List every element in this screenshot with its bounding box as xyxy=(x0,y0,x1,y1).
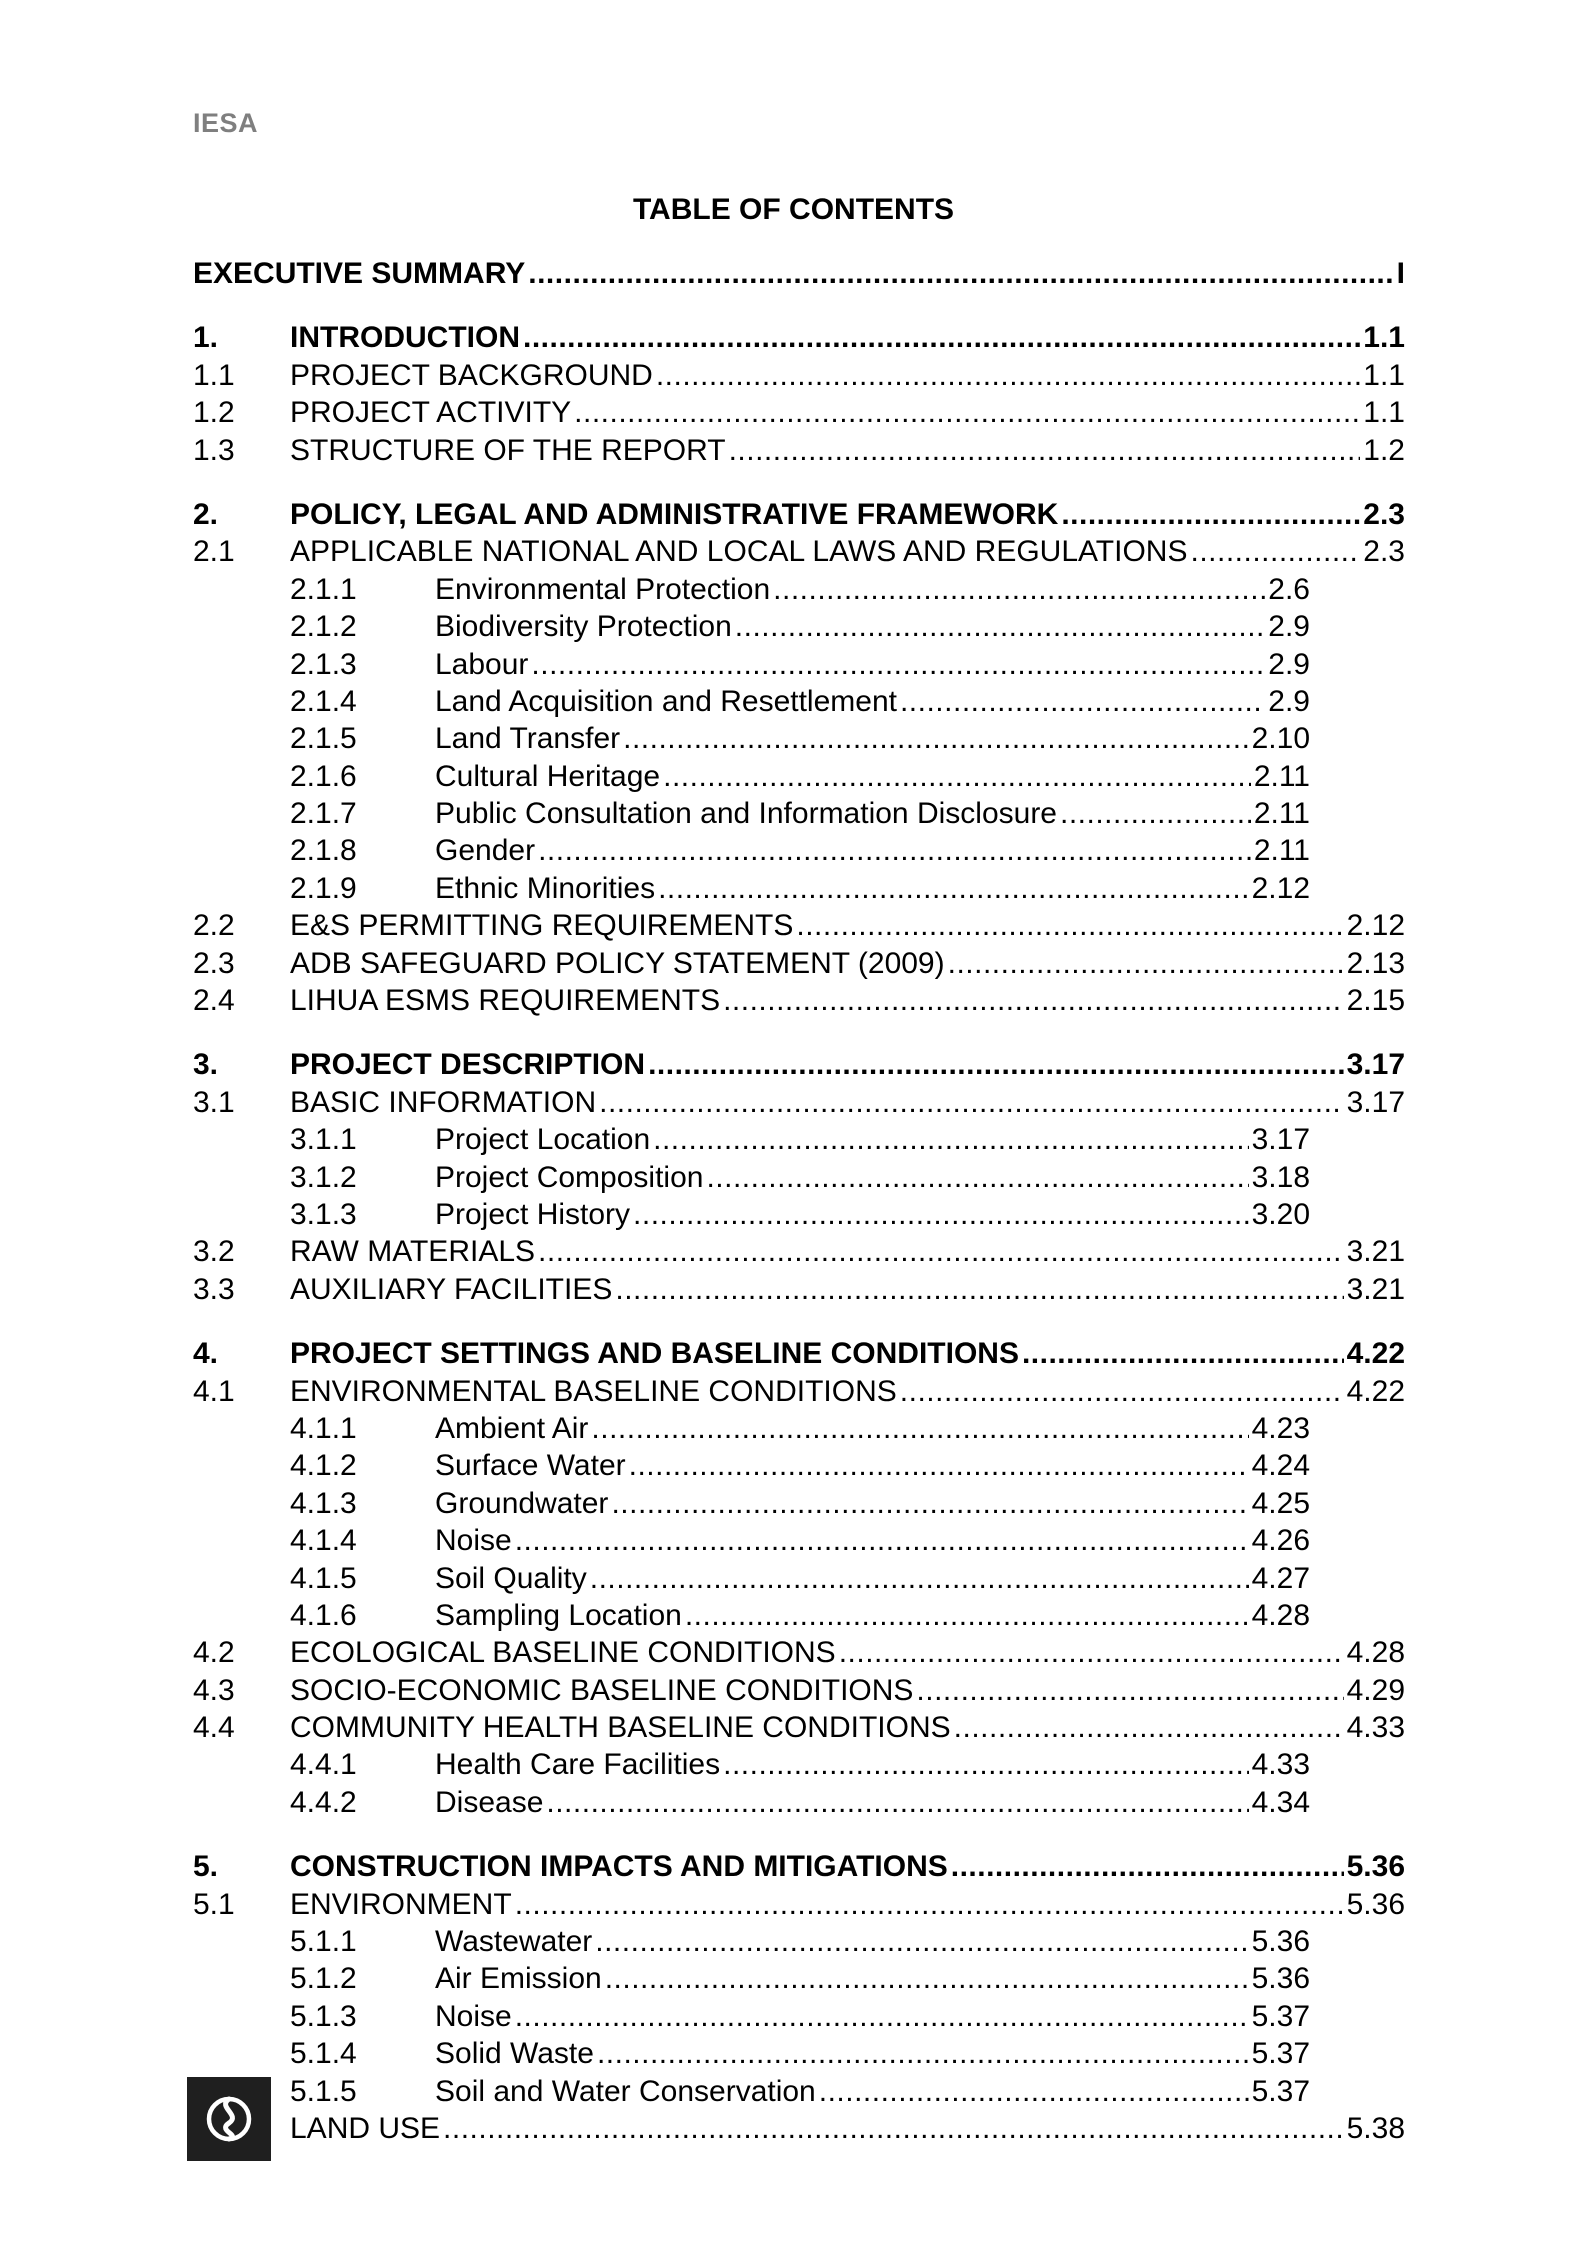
toc-subentry[interactable] xyxy=(193,1923,1310,1960)
toc-page-number: 5.37 xyxy=(1251,2037,1310,2071)
toc-subentry[interactable] xyxy=(193,1447,1310,1484)
dot-leader xyxy=(685,1597,1249,1634)
dot-leader xyxy=(916,1672,1343,1709)
toc-entry[interactable] xyxy=(193,907,1405,944)
toc-subentry[interactable] xyxy=(193,870,1310,907)
toc-subentry[interactable] xyxy=(193,571,1310,608)
toc-number: 2.3 xyxy=(193,946,235,980)
toc-page-number: 1.1 xyxy=(1363,358,1405,392)
toc-title: ADB SAFEGUARD POLICY STATEMENT (2009) xyxy=(290,946,945,980)
toc-page-number: 3.20 xyxy=(1251,1197,1310,1231)
dot-leader xyxy=(900,1373,1344,1410)
toc-title: AUXILIARY FACILITIES xyxy=(290,1272,613,1306)
toc-page-number: 2.9 xyxy=(1268,684,1310,718)
toc-page-number: 4.24 xyxy=(1251,1449,1310,1483)
toc-page-number: 5.37 xyxy=(1251,1999,1310,2033)
dot-leader xyxy=(735,608,1265,645)
toc-page-number: 3.21 xyxy=(1346,1272,1405,1306)
toc-title: CONSTRUCTION IMPACTS AND MITIGATIONS xyxy=(290,1850,948,1884)
toc-title: Health Care Facilities xyxy=(435,1748,721,1782)
toc-title: Air Emission xyxy=(435,1962,602,1996)
toc-number: 3. xyxy=(193,1048,219,1082)
toc-subentry[interactable] xyxy=(193,758,1310,795)
toc-title: Labour xyxy=(435,647,529,681)
toc-subentry[interactable] xyxy=(193,1196,1310,1233)
toc-page-number: 3.17 xyxy=(1251,1123,1310,1157)
dot-leader xyxy=(796,907,1343,944)
dot-leader xyxy=(951,1848,1344,1885)
toc-number: 5.1.4 xyxy=(290,2037,357,2071)
toc-number: 4.1.4 xyxy=(290,1524,357,1558)
toc-page-number: 1.1 xyxy=(1363,321,1405,355)
toc-title: Ambient Air xyxy=(435,1411,589,1445)
toc-number: 4.1.3 xyxy=(290,1486,357,1520)
toc-title: Soil Quality xyxy=(435,1561,587,1595)
toc-number: 2.1.9 xyxy=(290,871,357,905)
toc-entry[interactable] xyxy=(193,432,1405,469)
toc-number: 1.1 xyxy=(193,358,235,392)
toc-page-number: 2.12 xyxy=(1346,909,1405,943)
toc-title: ENVIRONMENTAL BASELINE CONDITIONS xyxy=(290,1374,897,1408)
dot-leader xyxy=(531,646,1265,683)
toc-page-number: 4.28 xyxy=(1251,1598,1310,1632)
dot-leader xyxy=(615,1271,1343,1308)
toc-title: LAND USE xyxy=(290,2111,441,2145)
toc-title: PROJECT BACKGROUND xyxy=(290,358,653,392)
toc-subentry[interactable] xyxy=(193,646,1310,683)
table-of-contents xyxy=(193,255,1405,2147)
dot-leader xyxy=(523,319,1360,356)
dot-leader xyxy=(590,1560,1249,1597)
toc-page-number: 5.36 xyxy=(1251,1925,1310,1959)
dot-leader xyxy=(528,255,1393,292)
toc-title: Noise xyxy=(435,1524,512,1558)
toc-number: 2.1.7 xyxy=(290,797,357,831)
toc-page-number: 2.10 xyxy=(1251,722,1310,756)
toc-subentry[interactable] xyxy=(193,1485,1310,1522)
toc-page-number: 2.15 xyxy=(1346,984,1405,1018)
dot-leader xyxy=(633,1196,1249,1233)
dot-leader xyxy=(515,1522,1249,1559)
toc-page-number: 4.33 xyxy=(1346,1711,1405,1745)
dot-leader xyxy=(515,1998,1249,2035)
dot-leader xyxy=(574,394,1360,431)
toc-title: Solid Waste xyxy=(435,2037,594,2071)
dot-leader xyxy=(629,1447,1249,1484)
toc-title: Land Transfer xyxy=(435,722,621,756)
dot-leader xyxy=(599,1084,1343,1121)
toc-title: Groundwater xyxy=(435,1486,609,1520)
dot-leader xyxy=(1061,496,1360,533)
dot-leader xyxy=(1190,533,1360,570)
dot-leader xyxy=(595,1923,1248,1960)
toc-subentry[interactable] xyxy=(193,1121,1310,1158)
toc-number: 2.1 xyxy=(193,535,235,569)
toc-title: Project History xyxy=(435,1197,631,1231)
toc-page-number: I xyxy=(1396,257,1405,290)
toc-subentry[interactable] xyxy=(193,1560,1310,1597)
toc-number: 4.1.2 xyxy=(290,1449,357,1483)
toc-subentry[interactable] xyxy=(193,1597,1310,1634)
dot-leader xyxy=(515,1886,1344,1923)
document-header: IESA xyxy=(193,108,259,138)
toc-title: ENVIRONMENT xyxy=(290,1887,512,1921)
toc-number: 4.4.1 xyxy=(290,1748,357,1782)
toc-number: 5.1 xyxy=(193,1887,235,1921)
toc-page-number: 2.9 xyxy=(1268,610,1310,644)
toc-page-number: 1.2 xyxy=(1363,433,1405,467)
dot-leader xyxy=(729,432,1361,469)
toc-title: Disease xyxy=(435,1785,544,1819)
toc-number: 3.1.2 xyxy=(290,1160,357,1194)
toc-number: 2.1.4 xyxy=(290,684,357,718)
toc-page-number: 2.3 xyxy=(1363,535,1405,569)
toc-heading[interactable] xyxy=(193,1046,1405,1083)
dot-leader xyxy=(773,571,1265,608)
toc-entry[interactable] xyxy=(193,2110,1405,2147)
toc-subentry[interactable] xyxy=(193,720,1310,757)
toc-subentry[interactable] xyxy=(193,1410,1310,1447)
toc-page-number: 4.22 xyxy=(1346,1337,1405,1371)
toc-title: Noise xyxy=(435,1999,512,2033)
dot-leader xyxy=(546,1784,1248,1821)
toc-subentry[interactable] xyxy=(193,2073,1310,2110)
dot-leader xyxy=(653,1121,1248,1158)
toc-subentry[interactable] xyxy=(193,795,1310,832)
toc-title: COMMUNITY HEALTH BASELINE CONDITIONS xyxy=(290,1711,951,1745)
toc-title: EXECUTIVE SUMMARY xyxy=(193,257,526,290)
toc-entry[interactable] xyxy=(193,1886,1405,1923)
toc-title: Wastewater xyxy=(435,1925,593,1959)
toc-number: 1. xyxy=(193,321,219,355)
toc-subentry[interactable] xyxy=(193,1159,1310,1196)
toc-page-number: 2.12 xyxy=(1251,871,1310,905)
toc-number: 2.4 xyxy=(193,984,235,1018)
page-title: TABLE OF CONTENTS xyxy=(632,193,955,226)
toc-subentry[interactable] xyxy=(193,1784,1310,1821)
toc-number: 4.4.2 xyxy=(290,1785,357,1819)
toc-title: E&S PERMITTING REQUIREMENTS xyxy=(290,909,794,943)
dot-leader xyxy=(1060,795,1251,832)
toc-page-number: 5.36 xyxy=(1346,1887,1405,1921)
dot-leader xyxy=(611,1485,1248,1522)
toc-number: 3.3 xyxy=(193,1272,235,1306)
toc-subentry[interactable] xyxy=(193,1998,1310,2035)
toc-title: LIHUA ESMS REQUIREMENTS xyxy=(290,984,721,1018)
toc-entry[interactable] xyxy=(193,394,1405,431)
dot-leader xyxy=(1022,1335,1344,1372)
toc-title: RAW MATERIALS xyxy=(290,1235,536,1269)
toc-title: PROJECT SETTINGS AND BASELINE CONDITIONS xyxy=(290,1337,1019,1371)
toc-number: 5.1.2 xyxy=(290,1962,357,1996)
toc-page-number: 4.28 xyxy=(1346,1636,1405,1670)
toc-subentry[interactable] xyxy=(193,832,1310,869)
dot-leader xyxy=(706,1159,1248,1196)
toc-page-number: 2.6 xyxy=(1268,572,1310,606)
toc-page-number: 1.1 xyxy=(1363,396,1405,430)
toc-number: 2.1.1 xyxy=(290,572,357,606)
dot-leader xyxy=(948,945,1344,982)
toc-entry[interactable] xyxy=(193,982,1405,1019)
dot-leader xyxy=(597,2035,1249,2072)
toc-number: 1.3 xyxy=(193,433,235,467)
dot-leader xyxy=(656,357,1360,394)
toc-page-number: 2.11 xyxy=(1253,759,1310,793)
dot-leader xyxy=(723,982,1344,1019)
dot-leader xyxy=(623,720,1248,757)
company-logo xyxy=(187,2077,271,2161)
toc-number: 3.1 xyxy=(193,1085,235,1119)
toc-heading[interactable] xyxy=(193,319,1405,356)
toc-page-number: 2.11 xyxy=(1253,797,1310,831)
toc-number: 2.1.5 xyxy=(290,722,357,756)
toc-entry[interactable] xyxy=(193,1634,1405,1671)
toc-page-number: 5.36 xyxy=(1251,1962,1310,1996)
toc-number: 1.2 xyxy=(193,396,235,430)
toc-page-number: 5.37 xyxy=(1251,2074,1310,2108)
toc-title: BASIC INFORMATION xyxy=(290,1085,597,1119)
toc-number: 4.3 xyxy=(193,1673,235,1707)
toc-title: STRUCTURE OF THE REPORT xyxy=(290,433,726,467)
toc-title: Project Location xyxy=(435,1123,651,1157)
toc-title: Biodiversity Protection xyxy=(435,610,732,644)
dot-leader xyxy=(538,832,1251,869)
toc-number: 2.1.6 xyxy=(290,759,357,793)
toc-number: 4. xyxy=(193,1337,219,1371)
toc-number: 2.2 xyxy=(193,909,235,943)
dot-leader xyxy=(819,2073,1249,2110)
toc-heading[interactable] xyxy=(193,255,1405,292)
toc-title: INTRODUCTION xyxy=(290,321,520,355)
toc-number: 3.2 xyxy=(193,1235,235,1269)
toc-number: 3.1.1 xyxy=(290,1123,357,1157)
toc-number: 5.1.3 xyxy=(290,1999,357,2033)
toc-entry[interactable] xyxy=(193,1271,1405,1308)
dot-leader xyxy=(648,1046,1344,1083)
toc-heading[interactable] xyxy=(193,1335,1405,1372)
toc-page-number: 3.18 xyxy=(1251,1160,1310,1194)
dot-leader xyxy=(900,683,1265,720)
toc-number: 5.1.5 xyxy=(290,2074,357,2108)
toc-page-number: 4.26 xyxy=(1251,1524,1310,1558)
dot-leader xyxy=(591,1410,1248,1447)
dot-leader xyxy=(443,2110,1344,2147)
toc-title: Sampling Location xyxy=(435,1598,682,1632)
toc-subentry[interactable] xyxy=(193,1746,1310,1783)
toc-number: 2.1.2 xyxy=(290,610,357,644)
toc-number: 4.4 xyxy=(193,1711,235,1745)
toc-number: 2. xyxy=(193,497,219,531)
toc-subentry[interactable] xyxy=(193,683,1310,720)
toc-number: 5. xyxy=(193,1850,219,1884)
toc-page-number: 4.22 xyxy=(1346,1374,1405,1408)
toc-entry[interactable] xyxy=(193,945,1405,982)
swirl-logo-icon xyxy=(187,2077,271,2161)
toc-title: Public Consultation and Information Disclosure xyxy=(435,797,1057,831)
toc-title: Ethnic Minorities xyxy=(435,871,656,905)
toc-subentry[interactable] xyxy=(193,2035,1310,2072)
toc-number: 4.1.1 xyxy=(290,1411,357,1445)
toc-title: Environmental Protection xyxy=(435,572,771,606)
toc-title: Land Acquisition and Resettlement xyxy=(435,684,897,718)
toc-number: 4.1.5 xyxy=(290,1561,357,1595)
dot-leader xyxy=(954,1709,1344,1746)
toc-title: PROJECT ACTIVITY xyxy=(290,396,572,430)
dot-leader xyxy=(839,1634,1344,1671)
toc-title: Project Composition xyxy=(435,1160,704,1194)
toc-entry[interactable] xyxy=(193,1709,1405,1746)
toc-entry[interactable] xyxy=(193,1672,1405,1709)
toc-subentry[interactable] xyxy=(193,1960,1310,1997)
toc-page-number: 3.21 xyxy=(1346,1235,1405,1269)
toc-page-number: 2.9 xyxy=(1268,647,1310,681)
toc-heading[interactable] xyxy=(193,1848,1405,1885)
toc-subentry[interactable] xyxy=(193,608,1310,645)
toc-number: 3.1.3 xyxy=(290,1197,357,1231)
toc-title: Surface Water xyxy=(435,1449,626,1483)
toc-page-number: 3.17 xyxy=(1346,1085,1405,1119)
toc-title: PROJECT DESCRIPTION xyxy=(290,1048,646,1082)
toc-subentry[interactable] xyxy=(193,1522,1310,1559)
toc-entry[interactable] xyxy=(193,1373,1405,1410)
toc-page-number: 4.33 xyxy=(1251,1748,1310,1782)
toc-entry[interactable] xyxy=(193,357,1405,394)
toc-number: 5.1.1 xyxy=(290,1925,357,1959)
dot-leader xyxy=(658,870,1249,907)
toc-number: 4.1 xyxy=(193,1374,235,1408)
toc-heading[interactable] xyxy=(193,496,1405,533)
dot-leader xyxy=(723,1746,1249,1783)
toc-number: 4.1.6 xyxy=(290,1598,357,1632)
toc-page-number: 4.23 xyxy=(1251,1411,1310,1445)
toc-title: SOCIO-ECONOMIC BASELINE CONDITIONS xyxy=(290,1673,914,1707)
toc-entry[interactable] xyxy=(193,1084,1405,1121)
dot-leader xyxy=(538,1233,1344,1270)
dot-leader xyxy=(663,758,1251,795)
toc-page-number: 4.34 xyxy=(1251,1785,1310,1819)
toc-page-number: 5.36 xyxy=(1346,1850,1405,1884)
toc-page-number: 2.3 xyxy=(1363,497,1405,531)
toc-page-number: 4.27 xyxy=(1251,1561,1310,1595)
toc-title: APPLICABLE NATIONAL AND LOCAL LAWS AND REGULATIONS xyxy=(290,535,1188,569)
toc-entry[interactable] xyxy=(193,533,1405,570)
toc-entry[interactable] xyxy=(193,1233,1405,1270)
toc-page-number: 5.38 xyxy=(1346,2111,1405,2145)
toc-number: 2.1.8 xyxy=(290,834,357,868)
toc-page-number: 2.13 xyxy=(1346,946,1405,980)
toc-number: 2.1.3 xyxy=(290,647,357,681)
toc-title: POLICY, LEGAL AND ADMINISTRATIVE FRAMEWORK xyxy=(290,497,1059,531)
toc-title: ECOLOGICAL BASELINE CONDITIONS xyxy=(290,1636,836,1670)
dot-leader xyxy=(605,1960,1249,1997)
toc-page-number: 4.29 xyxy=(1346,1673,1405,1707)
toc-title: Soil and Water Conservation xyxy=(435,2074,816,2108)
toc-number: 4.2 xyxy=(193,1636,235,1670)
toc-title: Cultural Heritage xyxy=(435,759,661,793)
toc-page-number: 4.25 xyxy=(1251,1486,1310,1520)
toc-title: Gender xyxy=(435,834,536,868)
toc-page-number: 3.17 xyxy=(1346,1048,1405,1082)
toc-page-number: 2.11 xyxy=(1253,834,1310,868)
